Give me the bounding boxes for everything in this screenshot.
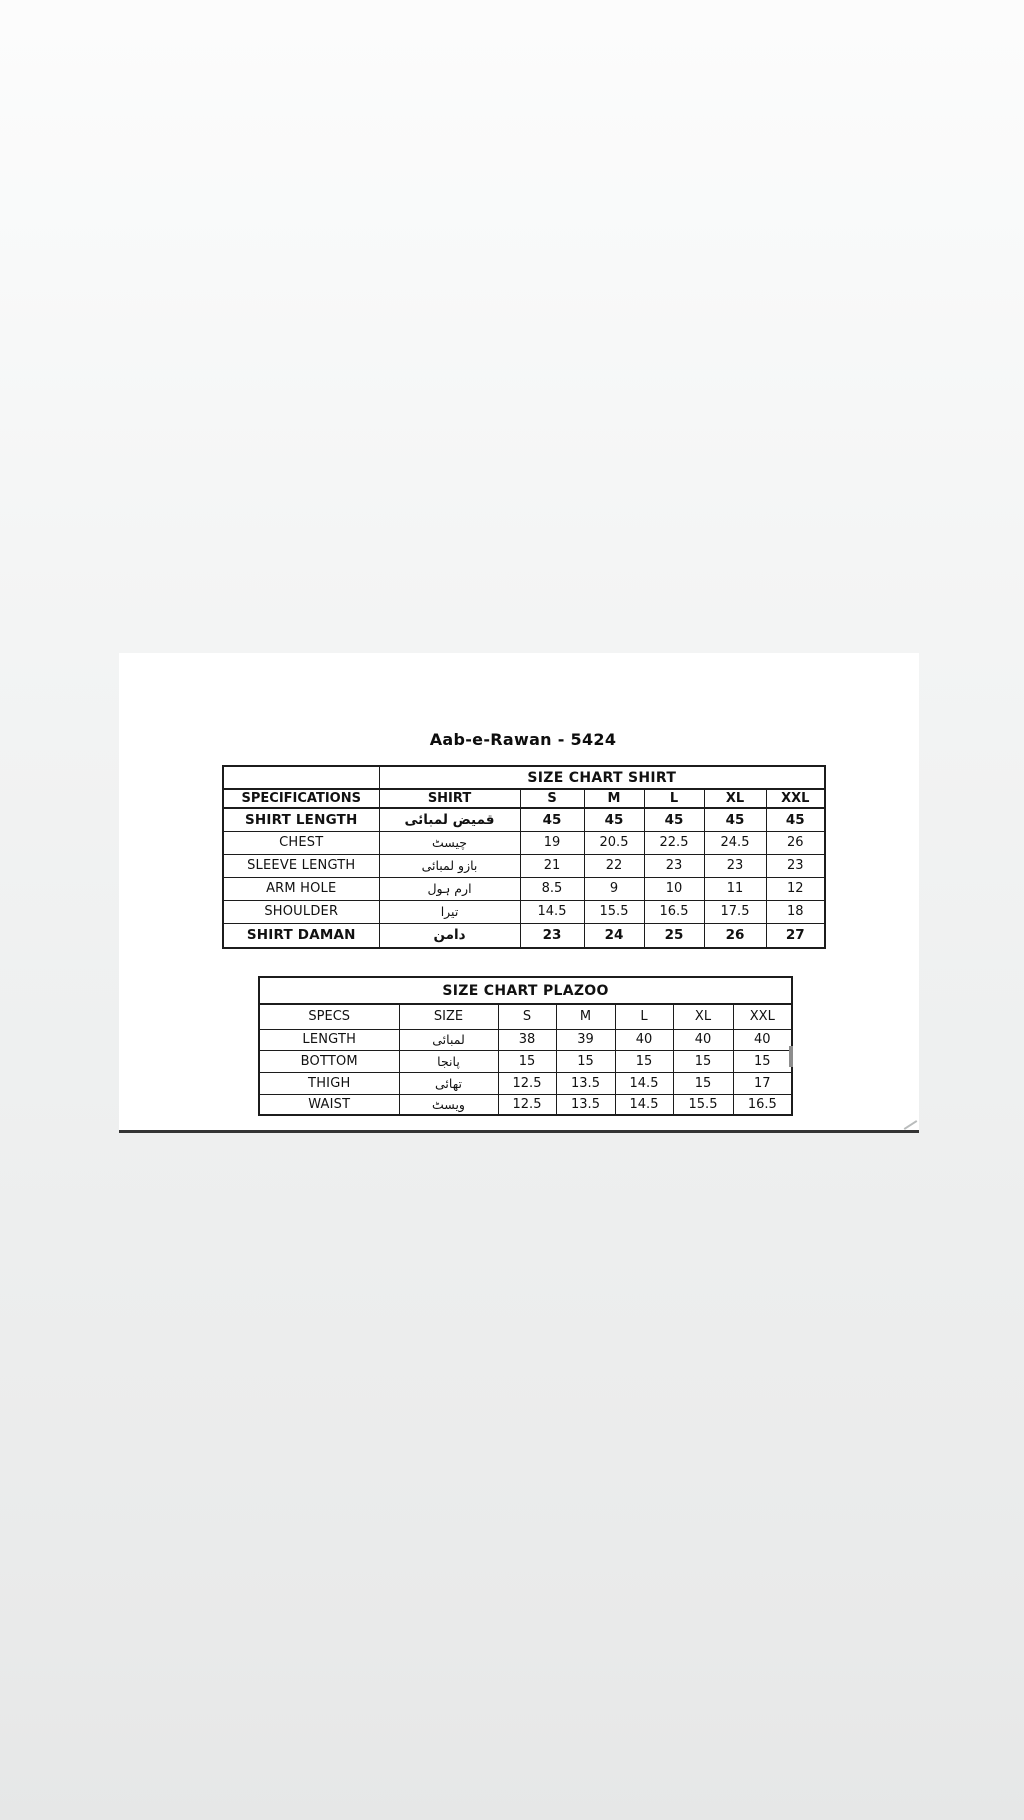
- text-cursor-artifact: [789, 1046, 793, 1067]
- size-value-cell: 23: [520, 923, 584, 948]
- column-header-xl: XL: [673, 1004, 733, 1029]
- spec-cell: SLEEVE LENGTH: [223, 854, 379, 877]
- table-header-row: [223, 789, 825, 808]
- size-value-cell: 40: [733, 1029, 792, 1050]
- size-value-cell: 40: [615, 1029, 673, 1050]
- spec-cell: CHEST: [223, 831, 379, 854]
- size-value-cell: 12: [766, 877, 825, 900]
- table-row: [259, 1072, 792, 1094]
- urdu-cell: بازو لمبائی: [379, 854, 520, 877]
- spec-cell: WAIST: [259, 1094, 399, 1115]
- size-value-cell: 12.5: [498, 1094, 556, 1115]
- size-value-cell: 38: [498, 1029, 556, 1050]
- size-value-cell: 20.5: [584, 831, 644, 854]
- spec-cell: SHIRT LENGTH: [223, 808, 379, 831]
- plazoo-table-title: SIZE CHART PLAZOO: [259, 977, 792, 1004]
- size-value-cell: 24: [584, 923, 644, 948]
- urdu-cell: چیسٹ: [379, 831, 520, 854]
- column-header-l: L: [644, 789, 704, 808]
- empty-corner-cell: [223, 766, 379, 789]
- column-header-m: M: [556, 1004, 615, 1029]
- size-value-cell: 23: [644, 854, 704, 877]
- size-value-cell: 9: [584, 877, 644, 900]
- urdu-cell: ارم ہول: [379, 877, 520, 900]
- table-row: [223, 766, 825, 789]
- urdu-cell: تیرا: [379, 900, 520, 923]
- size-value-cell: 45: [644, 808, 704, 831]
- size-value-cell: 39: [556, 1029, 615, 1050]
- size-value-cell: 40: [673, 1029, 733, 1050]
- size-value-cell: 15: [556, 1050, 615, 1072]
- urdu-cell: دامن: [379, 923, 520, 948]
- size-value-cell: 18: [766, 900, 825, 923]
- spec-cell: BOTTOM: [259, 1050, 399, 1072]
- spec-cell: SHIRT DAMAN: [223, 923, 379, 948]
- size-value-cell: 14.5: [615, 1094, 673, 1115]
- table-row: [223, 831, 825, 854]
- urdu-cell: ویسٹ: [399, 1094, 498, 1115]
- size-value-cell: 12.5: [498, 1072, 556, 1094]
- urdu-cell: پانجا: [399, 1050, 498, 1072]
- size-value-cell: 24.5: [704, 831, 766, 854]
- column-header-specs: SPECS: [259, 1004, 399, 1029]
- size-value-cell: 15: [673, 1072, 733, 1094]
- size-value-cell: 25: [644, 923, 704, 948]
- size-value-cell: 13.5: [556, 1072, 615, 1094]
- spec-cell: LENGTH: [259, 1029, 399, 1050]
- size-value-cell: 11: [704, 877, 766, 900]
- size-value-cell: 26: [704, 923, 766, 948]
- urdu-cell: لمبائی: [399, 1029, 498, 1050]
- size-value-cell: 13.5: [556, 1094, 615, 1115]
- urdu-cell: تھائی: [399, 1072, 498, 1094]
- size-value-cell: 15.5: [673, 1094, 733, 1115]
- table-row: [259, 977, 792, 1004]
- document-title: Aab-e-Rawan - 5424: [429, 730, 617, 749]
- size-value-cell: 19: [520, 831, 584, 854]
- size-value-cell: 23: [766, 854, 825, 877]
- size-value-cell: 14.5: [615, 1072, 673, 1094]
- size-value-cell: 14.5: [520, 900, 584, 923]
- shirt-size-table: [222, 765, 826, 949]
- size-value-cell: 15: [498, 1050, 556, 1072]
- size-value-cell: 23: [704, 854, 766, 877]
- size-value-cell: 17: [733, 1072, 792, 1094]
- column-header-xl: XL: [704, 789, 766, 808]
- table-row: [223, 854, 825, 877]
- shirt-table-title: SIZE CHART SHIRT: [379, 766, 825, 789]
- size-value-cell: 15: [615, 1050, 673, 1072]
- size-value-cell: 45: [766, 808, 825, 831]
- table-header-row: [259, 1004, 792, 1029]
- size-value-cell: 8.5: [520, 877, 584, 900]
- table-row: [259, 1094, 792, 1115]
- size-value-cell: 15.5: [584, 900, 644, 923]
- table-row: [259, 1029, 792, 1050]
- size-value-cell: 22: [584, 854, 644, 877]
- column-header-l: L: [615, 1004, 673, 1029]
- column-header-specifications: SPECIFICATIONS: [223, 789, 379, 808]
- spec-cell: ARM HOLE: [223, 877, 379, 900]
- table-row: [223, 900, 825, 923]
- column-header-s: S: [520, 789, 584, 808]
- size-value-cell: 15: [733, 1050, 792, 1072]
- table-row: [259, 1050, 792, 1072]
- size-value-cell: 26: [766, 831, 825, 854]
- spec-cell: THIGH: [259, 1072, 399, 1094]
- size-value-cell: 45: [520, 808, 584, 831]
- size-value-cell: 27: [766, 923, 825, 948]
- plazoo-size-table: [258, 976, 793, 1116]
- column-header-xxl: XXL: [733, 1004, 792, 1029]
- urdu-cell: قمیض لمبائی: [379, 808, 520, 831]
- column-header-shirt: SHIRT: [379, 789, 520, 808]
- column-header-s: S: [498, 1004, 556, 1029]
- column-header-m: M: [584, 789, 644, 808]
- size-value-cell: 45: [584, 808, 644, 831]
- spec-cell: SHOULDER: [223, 900, 379, 923]
- size-value-cell: 17.5: [704, 900, 766, 923]
- column-header-size: SIZE: [399, 1004, 498, 1029]
- size-value-cell: 15: [673, 1050, 733, 1072]
- size-value-cell: 10: [644, 877, 704, 900]
- column-header-xxl: XXL: [766, 789, 825, 808]
- size-value-cell: 45: [704, 808, 766, 831]
- table-row: [223, 877, 825, 900]
- size-value-cell: 21: [520, 854, 584, 877]
- table-row: [223, 808, 825, 831]
- size-value-cell: 16.5: [733, 1094, 792, 1115]
- size-value-cell: 22.5: [644, 831, 704, 854]
- size-value-cell: 16.5: [644, 900, 704, 923]
- table-row: [223, 923, 825, 948]
